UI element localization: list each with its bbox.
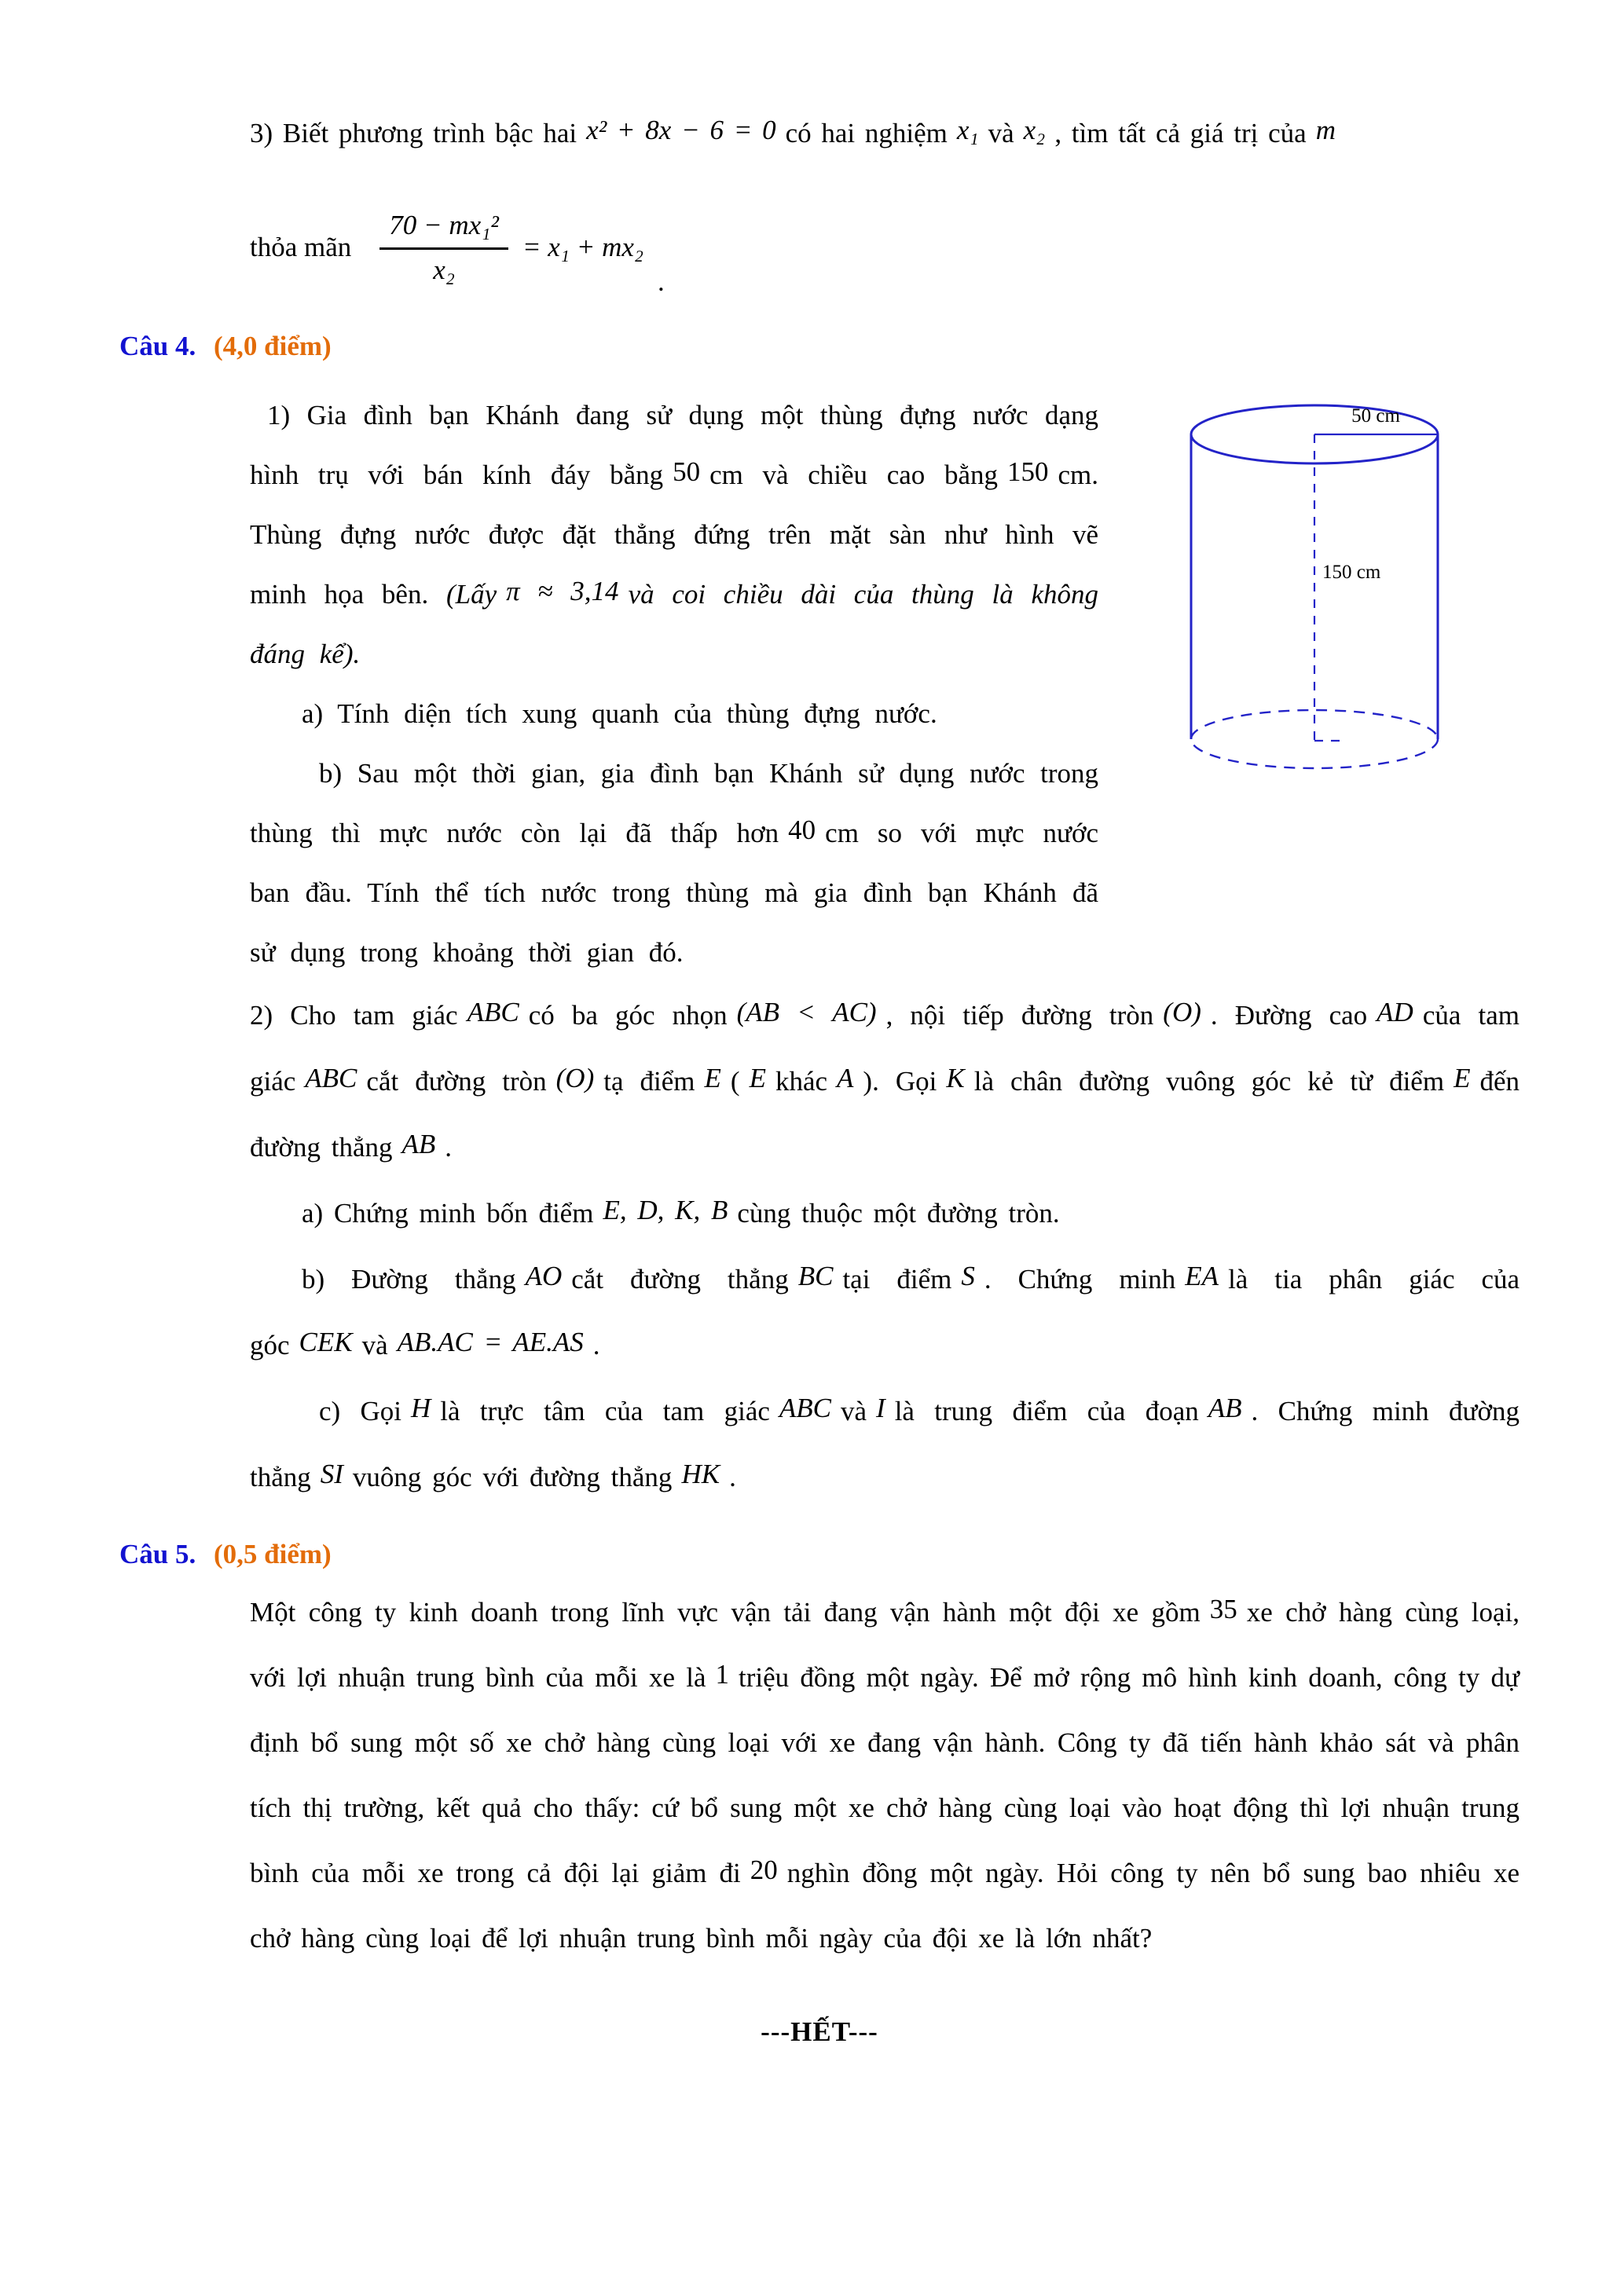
math-run: AO: [525, 1261, 563, 1291]
math-run: K: [946, 1063, 965, 1093]
math-run: CEK: [299, 1327, 353, 1357]
math-run: AB: [1208, 1393, 1242, 1423]
math-run: π ≈ 3,14: [506, 576, 619, 606]
text-run: đến đường thẳng: [250, 1066, 1520, 1163]
question-4-part-2-item-a: [250, 1181, 1520, 1247]
question-5-label: Câu 5.: [119, 1539, 196, 1569]
text-run: c) Gọi: [319, 1396, 402, 1426]
text-run: , tìm tất cả giá trị của: [1054, 118, 1307, 148]
cylinder-drawing: [1165, 386, 1464, 798]
question-4-heading: [119, 326, 1520, 367]
question-4-part-1-item-a: [250, 684, 1098, 744]
text-run: tại điểm: [842, 1264, 952, 1294]
math-run: E, D, K, B: [603, 1195, 728, 1225]
question-3: [119, 102, 1520, 302]
thoa-man-label: thỏa mãn: [250, 232, 352, 262]
math-number-run: 35: [1209, 1594, 1237, 1624]
italic-text-run: (Lấy: [445, 579, 497, 610]
text-run: cm so với mực nước ban đầu. Tính thể tích nước trong thùng mà gia đình bạn Khánh đã sử dụng trong khoảng thời gian đó.: [250, 818, 1098, 968]
text-run: cắt đường thẳng: [571, 1264, 789, 1294]
text-run: là chân đường vuông góc kẻ từ điểm: [973, 1066, 1445, 1097]
text-run: có hai nghiệm: [785, 118, 948, 148]
math-run: ABC: [779, 1393, 831, 1423]
math-run: AB: [401, 1129, 436, 1159]
text-run: a) Chứng minh bốn điểm: [302, 1198, 594, 1229]
fraction-numerator: 70 − mx₁²: [379, 210, 508, 250]
text-run: , nội tiếp đường tròn: [885, 1000, 1154, 1031]
text-run: là trực tâm của tam giác: [440, 1396, 770, 1426]
math-run: I: [876, 1393, 885, 1423]
math-run: x² + 8x − 6 = 0: [586, 115, 776, 145]
text-run: ). Gọi: [863, 1066, 937, 1097]
text-run: khác: [775, 1066, 828, 1097]
text-run: b) Sau một thời gian, gia đình bạn Khánh sử dụng nước trong thùng thì mực nước còn lại đã thấp hơn: [250, 758, 1098, 848]
question-4-part-2-intro: [250, 983, 1520, 1181]
math-run: A: [837, 1063, 854, 1093]
math-run: ABC: [467, 997, 519, 1027]
question-4-points: (4,0 điểm): [214, 331, 332, 361]
math-run: H: [411, 1393, 431, 1423]
text-run: vuông góc với đường thẳng: [352, 1462, 673, 1492]
text-run: xe chở hàng cùng loại, với lợi nhuận trung bình của mỗi xe là: [250, 1597, 1520, 1693]
question-4-part-1-paragraph: [250, 386, 1098, 684]
math-number-run: 50: [673, 456, 701, 487]
text-run: 3) Biết phương trình bậc hai: [250, 118, 577, 148]
height-label: 150 cm: [1322, 562, 1381, 583]
math-run: (O): [555, 1063, 595, 1093]
question-4-part-2-item-b: [250, 1247, 1520, 1379]
text-run: của tam giác: [250, 1000, 1520, 1097]
math-run: AD: [1377, 997, 1413, 1027]
question-4-part-2: [250, 983, 1520, 1511]
text-run: và: [841, 1396, 867, 1426]
math-number-run: 150: [1006, 456, 1049, 487]
math-run: BC: [797, 1261, 834, 1291]
italic-text-run: và coi chiều dài của thùng là không đáng kể).: [250, 579, 1098, 669]
question-4-part-1-item-b: [250, 744, 1098, 983]
text-run: là tia phân giác của góc: [250, 1264, 1520, 1360]
text-run: .: [445, 1132, 453, 1163]
text-run: cm. Thùng đựng nước được đặt thẳng đứng trên mặt sàn như hình vẽ minh họa bên.: [250, 460, 1098, 610]
end-dashes-left: ---: [761, 2016, 791, 2047]
math-run: EA: [1185, 1261, 1219, 1291]
math-run: SI: [320, 1459, 343, 1489]
question-4-part-1: [250, 386, 1520, 983]
text-run: cùng thuộc một đường tròn.: [737, 1198, 1060, 1229]
equation-rhs: = x₁ + mx₂: [522, 232, 644, 262]
text-run: là trung điểm của đoạn: [894, 1396, 1199, 1426]
text-run: 2) Cho tam giác: [250, 1000, 458, 1031]
math-number-run: 40: [788, 815, 816, 845]
question-5-heading: [119, 1534, 1520, 1575]
text-run: 1) Gia đình bạn Khánh đang sử dụng một thùng đựng nước dạng hình trụ với bán kính đáy bằng: [250, 400, 1098, 490]
text-run: (: [730, 1066, 740, 1097]
math-run: x₂: [1023, 115, 1046, 145]
math-run: ABC: [305, 1063, 357, 1093]
text-run: .: [592, 1330, 600, 1360]
end-het-text: HẾT: [790, 2016, 849, 2047]
equation-period: .: [658, 266, 665, 297]
text-run: . Chứng minh: [984, 1264, 1176, 1294]
text-run: b) Đường thẳng: [302, 1264, 516, 1294]
question-4-label: Câu 4.: [119, 331, 196, 361]
math-run: E: [749, 1063, 766, 1093]
math-run: E: [1454, 1063, 1471, 1093]
text-run: nghìn đồng một ngày. Hỏi công ty nên bổ sung bao nhiêu xe chở hàng cùng loại để lợi nhuận trung bình mỗi ngày của đội xe là lớn nhất?: [250, 1858, 1520, 1954]
math-run: E: [704, 1063, 721, 1093]
question-5-points: (0,5 điểm): [214, 1539, 332, 1569]
end-marker: [119, 2009, 1520, 2056]
math-number-run: 20: [750, 1855, 778, 1885]
text-run: tạ điểm: [603, 1066, 695, 1097]
math-run: m: [1315, 115, 1336, 145]
math-run: (AB < AC): [736, 997, 877, 1027]
text-run: cm và chiều cao bằng: [709, 460, 998, 490]
math-run: AB.AC = AE.AS: [397, 1327, 584, 1357]
math-run: HK: [681, 1459, 720, 1489]
question-5-paragraph: [250, 1580, 1520, 1971]
question-3-line-2: [250, 192, 1520, 302]
text-run: . Đường cao: [1210, 1000, 1368, 1031]
text-run: .: [729, 1462, 736, 1492]
math-number-run: 1: [715, 1659, 729, 1690]
text-run: Một công ty kinh doanh trong lĩnh vực vận tải đang vận hành một đội xe gồm: [250, 1597, 1201, 1628]
cylinder-figure: [1165, 386, 1464, 983]
fraction: [379, 210, 508, 286]
math-run: S: [961, 1261, 975, 1291]
fraction-denominator: x₂: [433, 254, 455, 285]
text-run: và: [361, 1330, 388, 1360]
math-run: x₁: [956, 115, 979, 145]
end-dashes-right: ---: [848, 2016, 878, 2047]
text-run: có ba góc nhọn: [528, 1000, 728, 1031]
text-run: và: [988, 118, 1014, 148]
question-4-part-1-text: [250, 386, 1098, 983]
radius-label: 50 cm: [1351, 405, 1400, 427]
text-run: triệu đồng một ngày. Để mở rộng mô hình kinh doanh, công ty dự định bổ sung một số xe chở hàng cùng loại với xe đang vận hành. Công ty đã tiến hành khảo sát và phân tích thị trường, kết quả cho thấy: cứ bổ sung một xe chở hàng cùng loại vào hoạt động thì lợi nhuận trung bình của mỗi xe trong cả đội lại giảm đi: [250, 1662, 1520, 1888]
math-run: (O): [1163, 997, 1201, 1027]
question-5-body: [250, 1580, 1520, 1971]
text-run: cắt đường tròn: [366, 1066, 547, 1097]
text-run: a) Tính diện tích xung quanh của thùng đựng nước.: [302, 698, 937, 729]
text-run: . Chứng minh đường thẳng: [250, 1396, 1520, 1492]
question-3-line-1: [250, 102, 1520, 165]
question-4-part-2-item-c: [250, 1379, 1520, 1511]
